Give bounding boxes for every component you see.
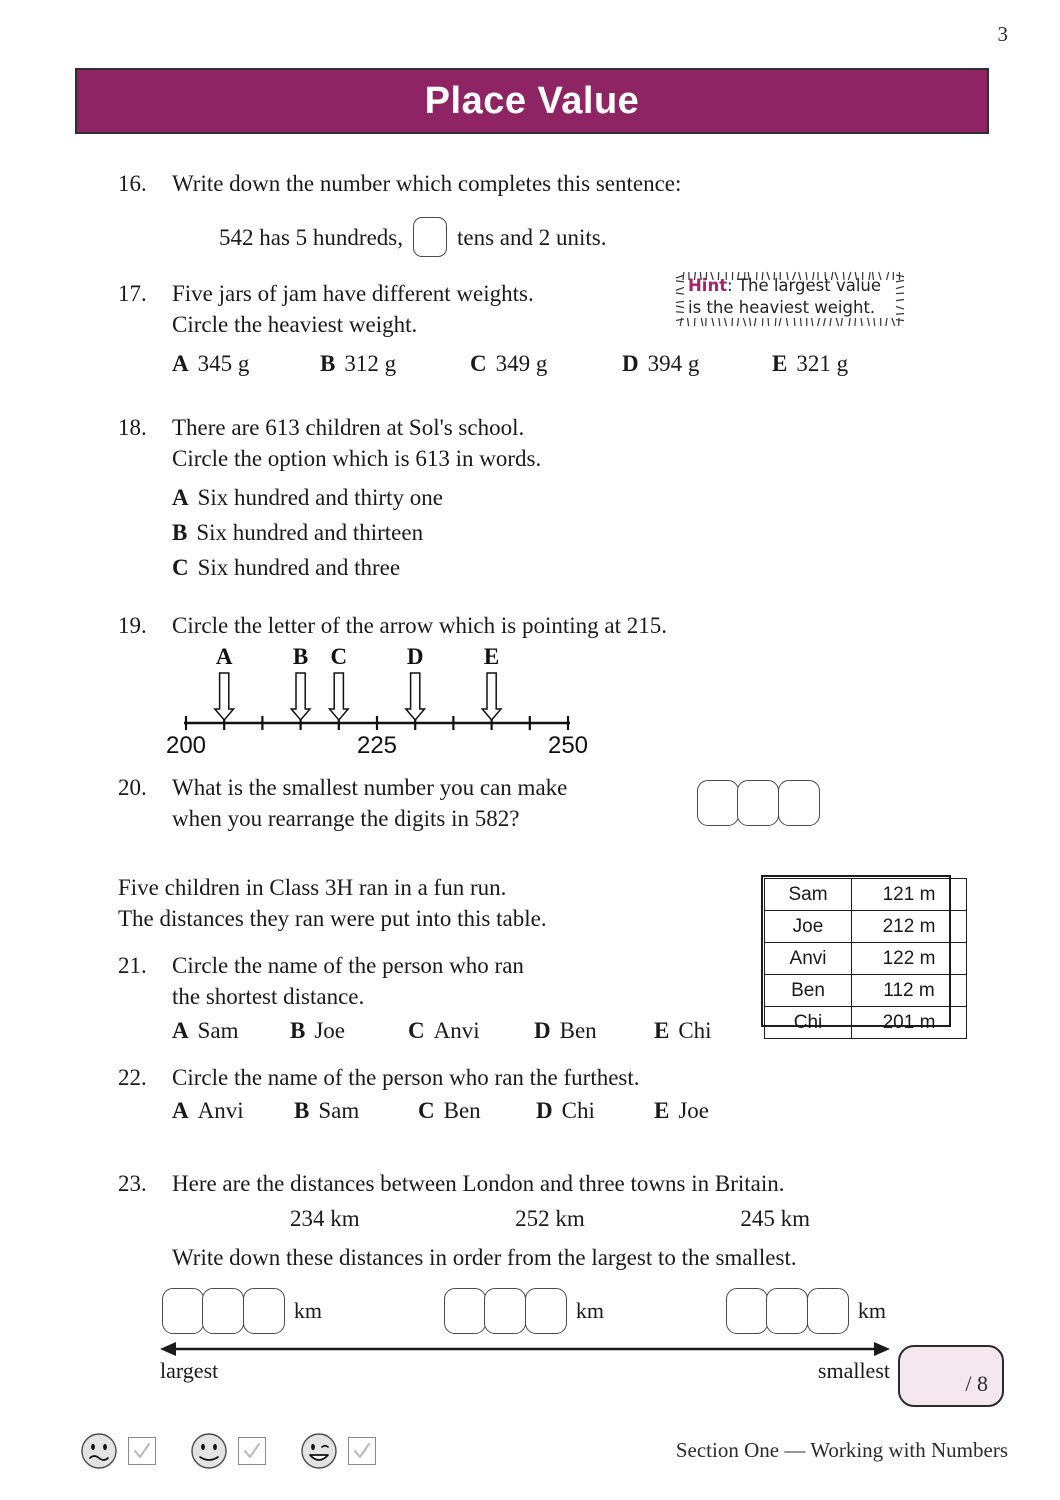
score-label: / 8	[965, 1371, 988, 1396]
order-group-2	[444, 1288, 604, 1334]
answer-box[interactable]	[444, 1288, 486, 1334]
runner-name: Joe	[765, 911, 852, 943]
option-text: 321 g	[796, 351, 849, 376]
option-text: 394 g	[647, 351, 700, 376]
answer-box[interactable]	[484, 1288, 526, 1334]
runner-distance: 121 m	[852, 879, 967, 911]
label-largest: largest	[160, 1358, 219, 1383]
runner-name: Anvi	[765, 943, 852, 975]
answer-box[interactable]	[525, 1288, 567, 1334]
largest-smallest-arrow	[160, 1338, 890, 1360]
question-16-number: 16.	[118, 171, 147, 196]
option-text: Six hundred and thirteen	[196, 520, 424, 545]
question-23-answer-row	[162, 1285, 886, 1337]
option-letter: C	[172, 555, 189, 580]
distance-value: 245 km	[740, 1206, 810, 1231]
unit-label: km	[575, 1298, 604, 1323]
answer-box[interactable]	[807, 1288, 849, 1334]
option-letter: C	[408, 1018, 425, 1043]
order-group-1	[162, 1288, 322, 1334]
confidence-checkbox-2[interactable]	[238, 1437, 266, 1465]
question-21-option-e[interactable]	[654, 1015, 712, 1046]
option-letter: B	[294, 1098, 310, 1123]
label-smallest: smallest	[817, 1358, 890, 1383]
question-17-line-1: Five jars of jam have different weights.	[172, 281, 534, 306]
option-text: Joe	[678, 1098, 710, 1123]
question-20-number: 20.	[118, 775, 147, 800]
unsure-face-icon	[80, 1432, 118, 1470]
check-icon	[242, 1441, 262, 1461]
question-21-option-a[interactable]	[172, 1015, 290, 1046]
option-text: Chi	[561, 1098, 595, 1123]
option-text: 345 g	[197, 351, 250, 376]
question-20-line-1: What is the smallest number you can make	[172, 775, 568, 800]
hint-bubble	[672, 268, 908, 330]
option-letter: D	[534, 1018, 551, 1043]
question-22	[118, 1062, 938, 1093]
question-18	[118, 412, 938, 474]
question-23-distances	[290, 1206, 810, 1232]
question-19-prompt: Circle the letter of the arrow which is pointing at 215.	[172, 613, 668, 638]
question-17-number: 17.	[118, 281, 147, 306]
option-text: Six hundred and thirty one	[197, 485, 443, 510]
question-17-option-c[interactable]	[470, 348, 622, 379]
order-direction-labels	[160, 1358, 890, 1384]
table-row	[765, 1007, 967, 1039]
option-text: Sam	[197, 1018, 239, 1043]
question-21-option-b[interactable]	[290, 1015, 408, 1046]
ok-face-icon	[190, 1432, 228, 1470]
question-21-line-2: the shortest distance.	[172, 984, 365, 1009]
page-title: Place Value	[424, 79, 640, 122]
number-line-svg	[150, 645, 620, 755]
option-letter: C	[418, 1098, 435, 1123]
unit-label: km	[293, 1298, 322, 1323]
question-22-options	[172, 1095, 742, 1126]
question-21-option-c[interactable]	[408, 1015, 534, 1046]
option-letter: C	[470, 351, 487, 376]
hint-colon: :	[727, 276, 733, 295]
funrun-intro-line-1: Five children in Class 3H ran in a fun run.	[118, 875, 507, 900]
svg-text:A: A	[215, 645, 233, 669]
question-18-number: 18.	[118, 415, 147, 440]
question-22-option-b[interactable]	[294, 1095, 418, 1126]
question-18-option-a[interactable]	[172, 482, 443, 513]
question-18-option-b[interactable]	[172, 517, 443, 548]
score-box[interactable]	[898, 1345, 1004, 1407]
option-letter: B	[290, 1018, 306, 1043]
question-16-prompt: Write down the number which completes this sentence:	[172, 171, 682, 196]
confidence-checkbox-1[interactable]	[128, 1437, 156, 1465]
funrun-intro-line-2: The distances they ran were put into this table.	[118, 906, 547, 931]
svg-text:E: E	[483, 645, 500, 669]
check-icon	[132, 1441, 152, 1461]
option-letter: D	[536, 1098, 553, 1123]
answer-box[interactable]	[243, 1288, 285, 1334]
question-18-line-1: There are 613 children at Sol's school.	[172, 415, 525, 440]
question-17-option-d[interactable]	[622, 348, 772, 379]
svg-text:225: 225	[356, 732, 398, 755]
double-arrow-icon	[160, 1338, 890, 1360]
check-icon	[352, 1441, 372, 1461]
answer-box[interactable]	[202, 1288, 244, 1334]
question-19-number: 19.	[118, 613, 147, 638]
confidence-unit-3	[300, 1432, 376, 1470]
order-boxes	[726, 1288, 849, 1334]
question-18-options	[172, 482, 443, 587]
happy-face-icon	[300, 1432, 338, 1470]
confidence-faces	[80, 1432, 410, 1470]
option-text: Six hundred and three	[197, 555, 401, 580]
question-21-options	[172, 1015, 742, 1046]
option-letter: E	[654, 1098, 670, 1123]
answer-box[interactable]	[726, 1288, 768, 1334]
runner-distance: 112 m	[852, 975, 967, 1007]
question-23-line-2: Write down these distances in order from the largest to the smallest.	[172, 1245, 797, 1270]
option-letter: A	[172, 1018, 189, 1043]
question-22-option-c[interactable]	[418, 1095, 536, 1126]
option-text: 312 g	[344, 351, 397, 376]
svg-text:C: C	[330, 645, 348, 669]
funrun-table	[764, 878, 967, 1039]
option-letter: D	[622, 351, 639, 376]
title-banner	[75, 68, 989, 134]
table-row	[765, 975, 967, 1007]
unit-label: km	[857, 1298, 886, 1323]
funrun-intro	[118, 872, 758, 934]
question-17-option-a[interactable]	[172, 348, 320, 379]
answer-box[interactable]	[162, 1288, 204, 1334]
question-18-line-2: Circle the option which is 613 in words.	[172, 446, 542, 471]
answer-box[interactable]	[737, 780, 779, 826]
question-23-number: 23.	[118, 1171, 147, 1196]
distance-value: 252 km	[515, 1206, 585, 1231]
confidence-unit-1	[80, 1432, 156, 1470]
option-text: 349 g	[495, 351, 548, 376]
footer-section-label: Section One — Working with Numbers	[675, 1438, 1008, 1462]
hint-line-1: The largest value	[732, 276, 882, 295]
hint-text	[688, 275, 894, 319]
hint-label: Hint	[688, 276, 728, 295]
question-23	[118, 1168, 998, 1199]
question-17-option-e[interactable]	[772, 348, 848, 379]
question-21-number: 21.	[118, 953, 147, 978]
funrun-table-body	[765, 879, 967, 1039]
runner-distance: 212 m	[852, 911, 967, 943]
question-17-line-2: Circle the heaviest weight.	[172, 312, 418, 337]
question-18-option-c[interactable]	[172, 552, 443, 583]
question-16-sentence-after: tens and 2 units.	[456, 224, 607, 250]
option-letter: B	[320, 351, 336, 376]
distance-value: 234 km	[290, 1206, 360, 1231]
question-22-number: 22.	[118, 1065, 147, 1090]
svg-text:250: 250	[547, 732, 589, 755]
question-22-option-a[interactable]	[172, 1095, 294, 1126]
svg-text:200: 200	[165, 732, 207, 755]
option-text: Anvi	[433, 1018, 480, 1043]
question-17-option-b[interactable]	[320, 348, 470, 379]
question-19-number-line	[150, 645, 620, 755]
answer-box[interactable]	[766, 1288, 808, 1334]
question-22-option-d[interactable]	[536, 1095, 654, 1126]
question-22-line-1: Circle the name of the person who ran the furthest.	[172, 1065, 640, 1090]
option-letter: E	[654, 1018, 670, 1043]
question-22-option-e[interactable]	[654, 1095, 709, 1126]
runner-distance: 201 m	[852, 1007, 967, 1039]
table-row	[765, 879, 967, 911]
confidence-unit-2	[190, 1432, 266, 1470]
option-text: Ben	[559, 1018, 597, 1043]
confidence-checkbox-3[interactable]	[348, 1437, 376, 1465]
option-text: Sam	[318, 1098, 360, 1123]
table-row	[765, 911, 967, 943]
option-letter: A	[172, 351, 189, 376]
question-20-line-2: when you rearrange the digits in 582?	[172, 806, 520, 831]
option-letter: A	[172, 1098, 189, 1123]
question-19	[118, 610, 968, 641]
table-row	[765, 943, 967, 975]
question-23-line-1: Here are the distances between London and three towns in Britain.	[172, 1171, 785, 1196]
question-16	[118, 168, 938, 257]
svg-text:D: D	[406, 645, 424, 669]
question-20	[118, 772, 738, 834]
option-letter: B	[172, 520, 188, 545]
option-text: Joe	[314, 1018, 346, 1043]
order-boxes	[444, 1288, 567, 1334]
order-group-3	[726, 1288, 886, 1334]
option-letter: A	[172, 485, 189, 510]
runner-name: Sam	[765, 879, 852, 911]
option-text: Anvi	[197, 1098, 244, 1123]
runner-name: Chi	[765, 1007, 852, 1039]
order-boxes	[162, 1288, 285, 1334]
page-number: 3	[997, 22, 1008, 46]
answer-box[interactable]	[778, 780, 820, 826]
question-16-sentence-before: 542 has 5 hundreds,	[219, 224, 403, 250]
option-text: Chi	[678, 1018, 712, 1043]
question-21-option-d[interactable]	[534, 1015, 654, 1046]
question-16-answer-box[interactable]	[413, 217, 447, 257]
option-letter: E	[772, 351, 788, 376]
question-20-answer-boxes	[697, 780, 820, 826]
question-21-line-1: Circle the name of the person who ran	[172, 953, 524, 978]
question-21	[118, 950, 738, 1012]
option-text: Ben	[443, 1098, 481, 1123]
hint-line-2: is the heaviest weight.	[688, 298, 876, 317]
answer-box[interactable]	[697, 780, 739, 826]
svg-text:B: B	[292, 645, 309, 669]
question-17-options	[172, 348, 912, 379]
runner-distance: 122 m	[852, 943, 967, 975]
runner-name: Ben	[765, 975, 852, 1007]
